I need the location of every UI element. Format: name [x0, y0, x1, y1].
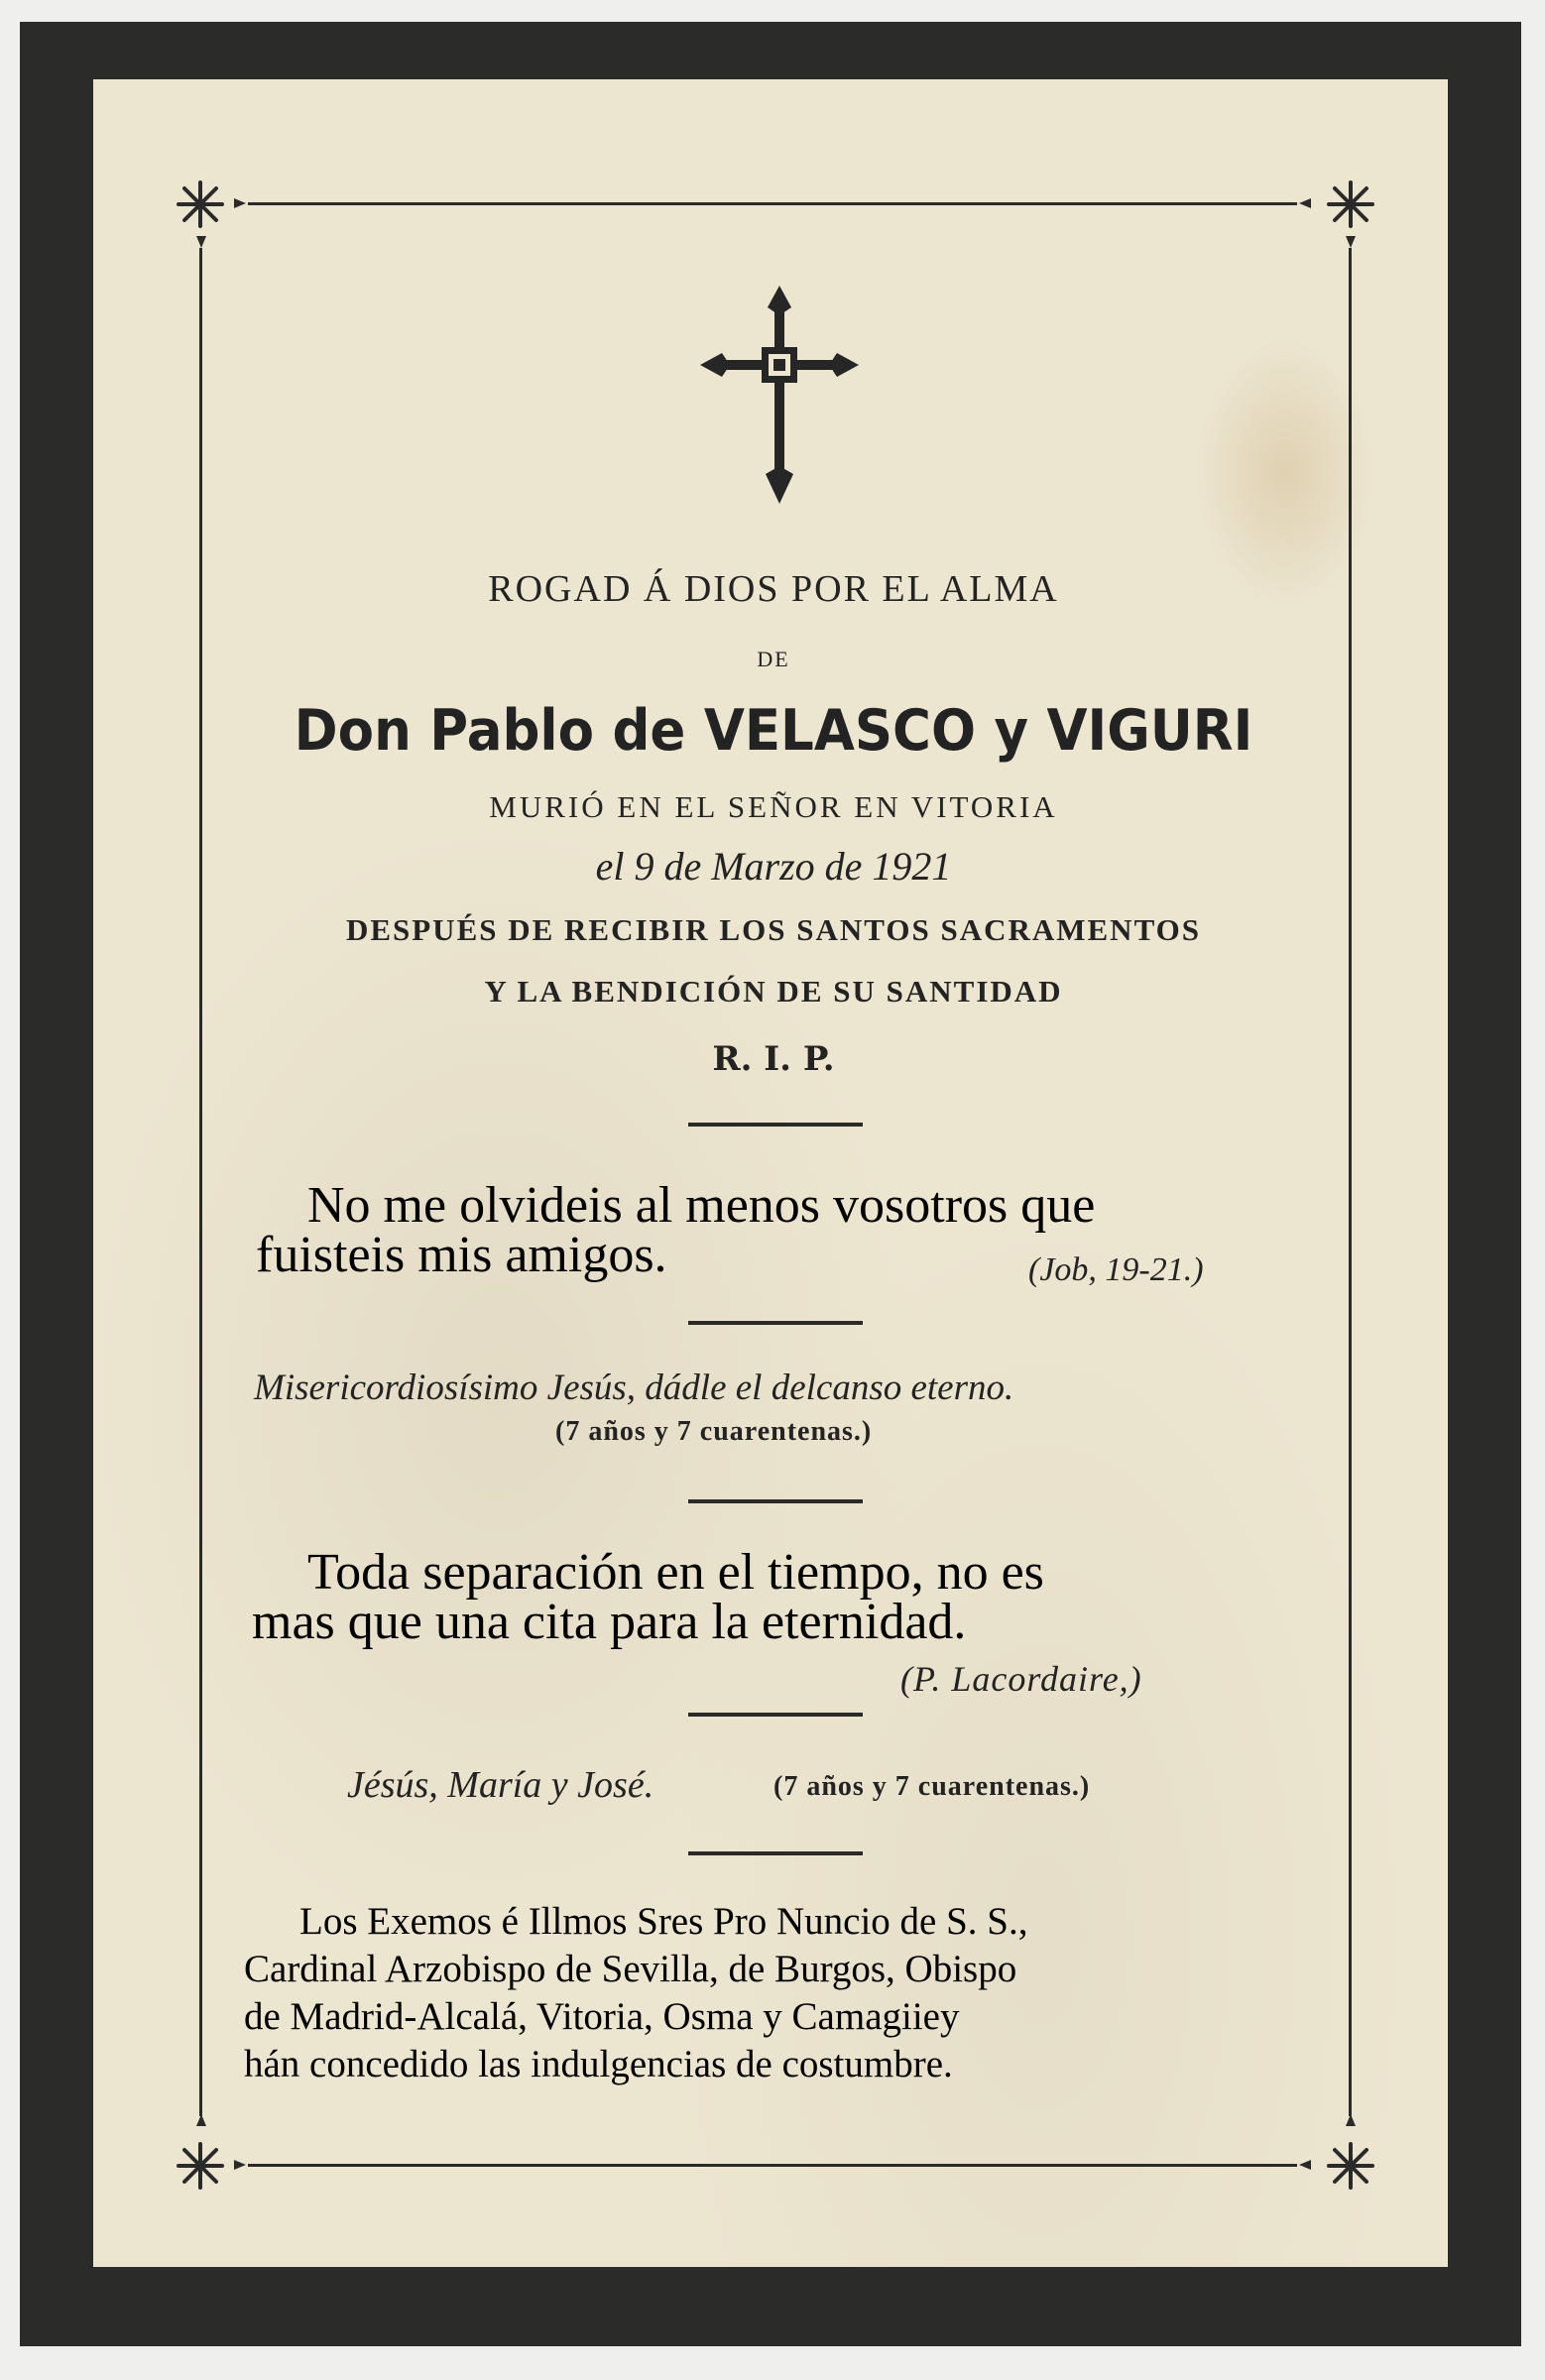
prayer-2-indulgence: (7 años y 7 cuarentenas.) — [773, 1771, 1091, 1802]
header-line-3: MURIÓ EN EL SEÑOR EN VITORIA — [489, 789, 1058, 824]
header-line-5: Y LA BENDICIÓN DE SU SANTIDAD — [484, 974, 1063, 1009]
deceased-name: Don Pablo de VELASCO y VIGURI — [294, 698, 1253, 764]
frame-tick-icon — [1297, 196, 1311, 210]
divider-rule — [688, 1321, 863, 1325]
quote-1-reference: (Job, 19-21.) — [1028, 1251, 1204, 1288]
quote-2-line-1: Toda separación en el tiempo, no es — [307, 1544, 1044, 1601]
rip-text: R. I. P. — [712, 1039, 835, 1079]
frame-top-line — [248, 202, 1297, 205]
asterisk-ornament-icon — [1323, 177, 1378, 232]
divider-rule — [688, 1499, 863, 1503]
frame-tick-icon — [234, 196, 248, 210]
frame-tick-icon — [1344, 2112, 1358, 2126]
footer-line-2: Cardinal Arzobispo de Sevilla, de Burgos, Obispo — [244, 1948, 1017, 1990]
prayer-1-indulgence: (7 años y 7 cuarentenas.) — [555, 1416, 873, 1447]
quote-2-line-2: mas que una cita para la eternidad. — [252, 1594, 967, 1650]
asterisk-ornament-icon — [173, 2138, 228, 2194]
footer-line-4: hán concedido las indulgencias de costumbre. — [244, 2043, 953, 2085]
frame-tick-icon — [194, 236, 208, 250]
divider-rule — [688, 1851, 863, 1855]
frame-bottom-line — [248, 2164, 1297, 2167]
header-line-2: DE — [757, 647, 790, 671]
asterisk-ornament-icon — [173, 177, 228, 232]
frame-left-line — [199, 248, 202, 2116]
frame-right-line — [1349, 248, 1352, 2116]
cross-icon — [700, 286, 859, 504]
frame-tick-icon — [1344, 236, 1358, 250]
divider-rule — [688, 1123, 863, 1127]
prayer-1-text: Misericordiosísimo Jesús, dádle el delcanso eterno. — [254, 1368, 1014, 1408]
asterisk-ornament-icon — [1323, 2138, 1378, 2194]
frame-tick-icon — [1297, 2158, 1311, 2172]
quote-1-line-1: No me olvideis al menos vosotros que — [307, 1177, 1096, 1234]
footer-line-3: de Madrid-Alcalá, Vitoria, Osma y Camagiiey — [244, 1995, 960, 2038]
header-line-1: ROGAD Á DIOS POR EL ALMA — [488, 568, 1059, 610]
divider-rule — [688, 1713, 863, 1717]
death-date: el 9 de Marzo de 1921 — [595, 844, 952, 889]
footer-line-1: Los Exemos é Illmos Sres Pro Nuncio de S. S., — [299, 1900, 1028, 1943]
header-line-4: DESPUÉS DE RECIBIR LOS SANTOS SACRAMENTOS — [345, 912, 1202, 947]
quote-2-reference: (P. Lacordaire,) — [900, 1659, 1142, 1699]
frame-tick-icon — [234, 2158, 248, 2172]
frame-tick-icon — [194, 2112, 208, 2126]
quote-1-line-2: fuisteis mis amigos. — [256, 1227, 667, 1283]
prayer-2-text: Jésús, María y José. — [347, 1764, 654, 1806]
